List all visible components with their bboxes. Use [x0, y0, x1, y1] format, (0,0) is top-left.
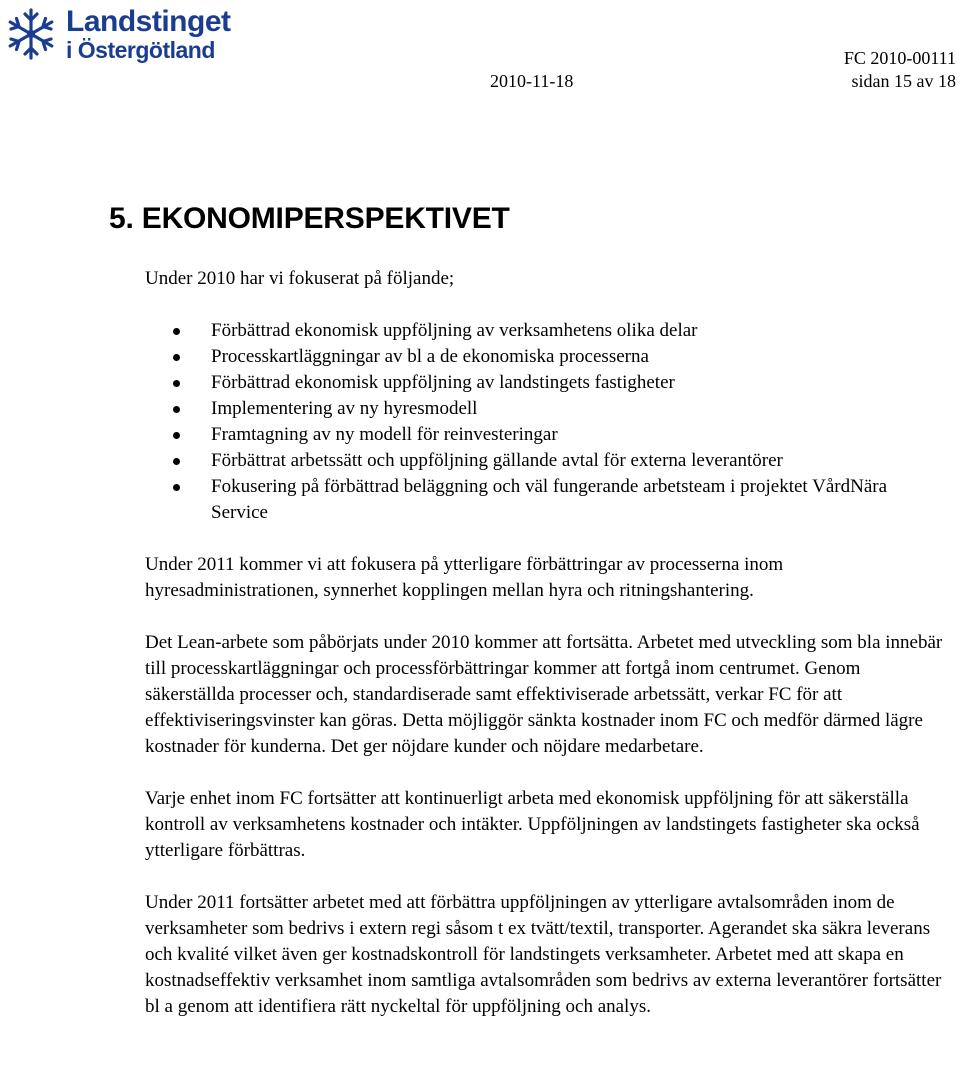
bullet-icon [173, 354, 180, 361]
bullet-icon [173, 458, 180, 465]
list-item-text: Framtagning av ny modell för reinvesteringar [211, 424, 558, 445]
bullet-icon [173, 380, 180, 387]
landstinget-logo [2, 2, 252, 66]
paragraph-followup: Varje enhet inom FC fortsätter att kontinuerligt arbeta med ekonomisk uppföljning för att säkerställa kontroll av verksamhetens kostnader och intäkter. Uppföljningen av landstingets fastigheter ska också ytterligare förbättras. [145, 788, 920, 861]
bullet-icon [173, 432, 180, 439]
document-id: FC 2010-00111 [843, 48, 956, 68]
list-item-text: Processkartläggningar av bl a de ekonomiska processerna [211, 346, 649, 367]
list-item [145, 448, 945, 474]
bullet-icon [173, 406, 180, 413]
list-item-text: Förbättrad ekonomisk uppföljning av landstingets fastigheter [211, 372, 675, 393]
focus-list [145, 318, 945, 526]
section-heading: 5. EKONOMIPERSPEKTIVET [109, 202, 510, 235]
logo-line-2: i Östergötland [66, 36, 215, 63]
paragraph-2011-focus: Under 2011 kommer vi att fokusera på ytterligare förbättringar av processerna inom hyresadministrationen, synnerhet kopplingen mellan hyra och ritningshantering. [145, 554, 784, 601]
intro-text: Under 2010 har vi fokuserat på följande; [145, 268, 455, 289]
document-date: 2010-11-18 [490, 71, 574, 91]
list-item-text: Förbättrad ekonomisk uppföljning av verksamhetens olika delar [211, 320, 698, 341]
page-number: sidan 15 av 18 [851, 71, 956, 91]
list-item [145, 474, 945, 526]
paragraph-lean: Det Lean-arbete som påbörjats under 2010 kommer att fortsätta. Arbetet med utveckling som bla innebär till processkartläggningar och processförbättringar kommer att fortgå inom centrumet. Genom säkerställda processer och, standardiserade samt effektiviserade arbetssätt, verkar FC för att effektiviseringsvinster kan göras. Detta möjliggör sänkta kostnader inom FC och medför därmed lägre kostnader för kunderna. Det ger nöjdare kunder och nöjdare medarbetare. [145, 632, 943, 757]
list-item [145, 344, 945, 370]
list-item [145, 422, 945, 448]
logo-line-1: Landstinget [66, 4, 231, 38]
list-item [145, 396, 945, 422]
list-item-text: Fokusering på förbättrad beläggning och väl fungerande arbetsteam i projektet VårdNära Service [211, 476, 888, 523]
paragraph-contracts: Under 2011 fortsätter arbetet med att förbättra uppföljningen av ytterligare avtalsområden inom de verksamheter som bedrivs i extern regi såsom t ex tvätt/textil, transporter. Agerandet ska säkra leverans och kvalité vilket även ger kostnadskontroll för landstingets verksamheter. Arbetet med att skapa en kostnadseffektiv verksamhet inom samtliga avtalsområden som bedrivs av externa leverantörer fortsätter bl a genom att identifiera rätt nyckeltal för uppföljning och analys. [145, 892, 942, 1017]
list-item [145, 370, 945, 396]
bullet-icon [173, 484, 180, 491]
list-item-text: Förbättrat arbetssätt och uppföljning gällande avtal för externa leverantörer [211, 450, 783, 471]
bullet-icon [173, 328, 180, 335]
snowflake-emblem-icon [2, 5, 60, 63]
logo-wordmark [66, 4, 231, 63]
section-body [145, 266, 945, 1020]
list-item-text: Implementering av ny hyresmodell [211, 398, 478, 419]
list-item [145, 318, 945, 344]
